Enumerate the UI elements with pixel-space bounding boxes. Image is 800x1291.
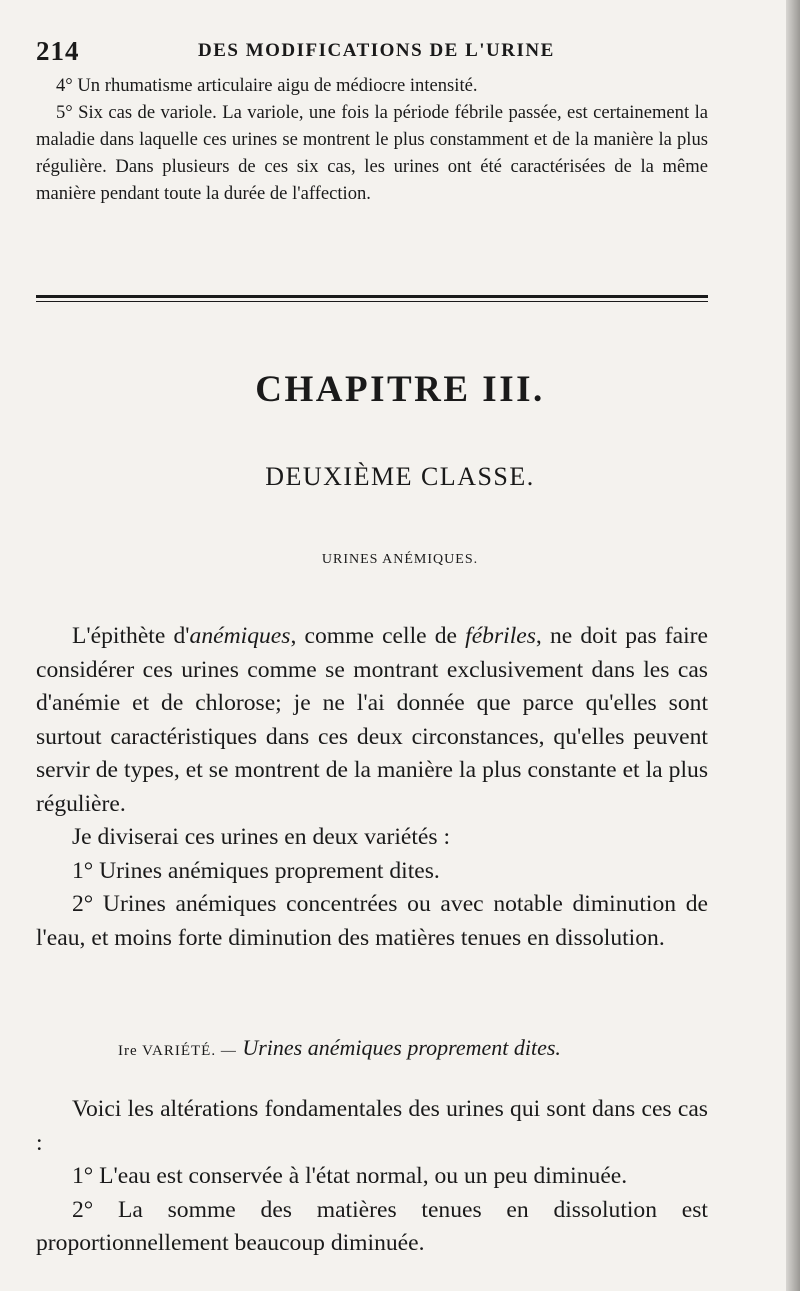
item-4: 4° Un rhumatisme articulaire aigu de médiocre intensité. <box>56 75 478 96</box>
para1-em1: anémiques <box>189 623 291 649</box>
variety-label: Ire VARIÉTÉ. — <box>118 1043 237 1059</box>
page-edge <box>786 0 800 1291</box>
page-number: 214 <box>36 36 80 66</box>
section-heading: URINES ANÉMIQUES. <box>321 552 479 567</box>
running-title: DES MODIFICATIONS DE L'URINE <box>198 40 555 61</box>
para1-c: , ne doit pas faire considérer ces urines comme se montrant exclusivement dans les cas d'anémie et de chlorose; je ne l'ai donnée que parce qu'elles sont surtout caractéristiques dans ces deux circonstances, qu'elles peuvent servir de types, et se montrent de la manière la plus constante et la plus régulière. <box>36 623 708 817</box>
body-text <box>36 620 708 955</box>
paragraph-2: Je diviserai ces urines en deux variétés : <box>72 824 451 850</box>
alteration-1: 1° L'eau est conservée à l'état normal, ou un peu diminuée. <box>72 1163 628 1189</box>
para1-b: , comme celle de <box>290 623 466 649</box>
variety-title: Urines anémiques proprement dites. <box>242 1035 561 1060</box>
section-rule <box>36 295 708 298</box>
para1-a: L'épithète d' <box>72 623 190 649</box>
chapter-title: CHAPITRE III. <box>255 369 545 410</box>
alteration-2: 2° La somme des matières tenues en dissolution est proportionnellement beaucoup diminuée. <box>36 1196 708 1256</box>
running-head <box>36 36 696 66</box>
top-section <box>36 72 708 207</box>
section-rule-thin <box>36 301 708 302</box>
variety-heading <box>118 1035 561 1061</box>
alterations-text <box>36 1093 708 1261</box>
item-5: 5° Six cas de variole. La variole, une fois la période fébrile passée, est certainement la maladie dans laquelle ces urines se montrent le plus constamment et de la manière la plus régulière. Dans plusieurs de ces six cas, les urines ont été caractérisées de la même manière pendant toute la durée de l'affection. <box>36 102 708 204</box>
variety-2: 2° Urines anémiques concentrées ou avec notable diminution de l'eau, et moins forte diminution des matières tenues en dissolution. <box>36 891 708 951</box>
class-title: DEUXIÈME CLASSE. <box>265 462 535 491</box>
para1-em2: fébriles <box>465 623 536 649</box>
variety-1: 1° Urines anémiques proprement dites. <box>72 857 440 884</box>
alterations-intro: Voici les altérations fondamentales des urines qui sont dans ces cas : <box>36 1096 708 1156</box>
paragraph-1 <box>36 620 708 821</box>
